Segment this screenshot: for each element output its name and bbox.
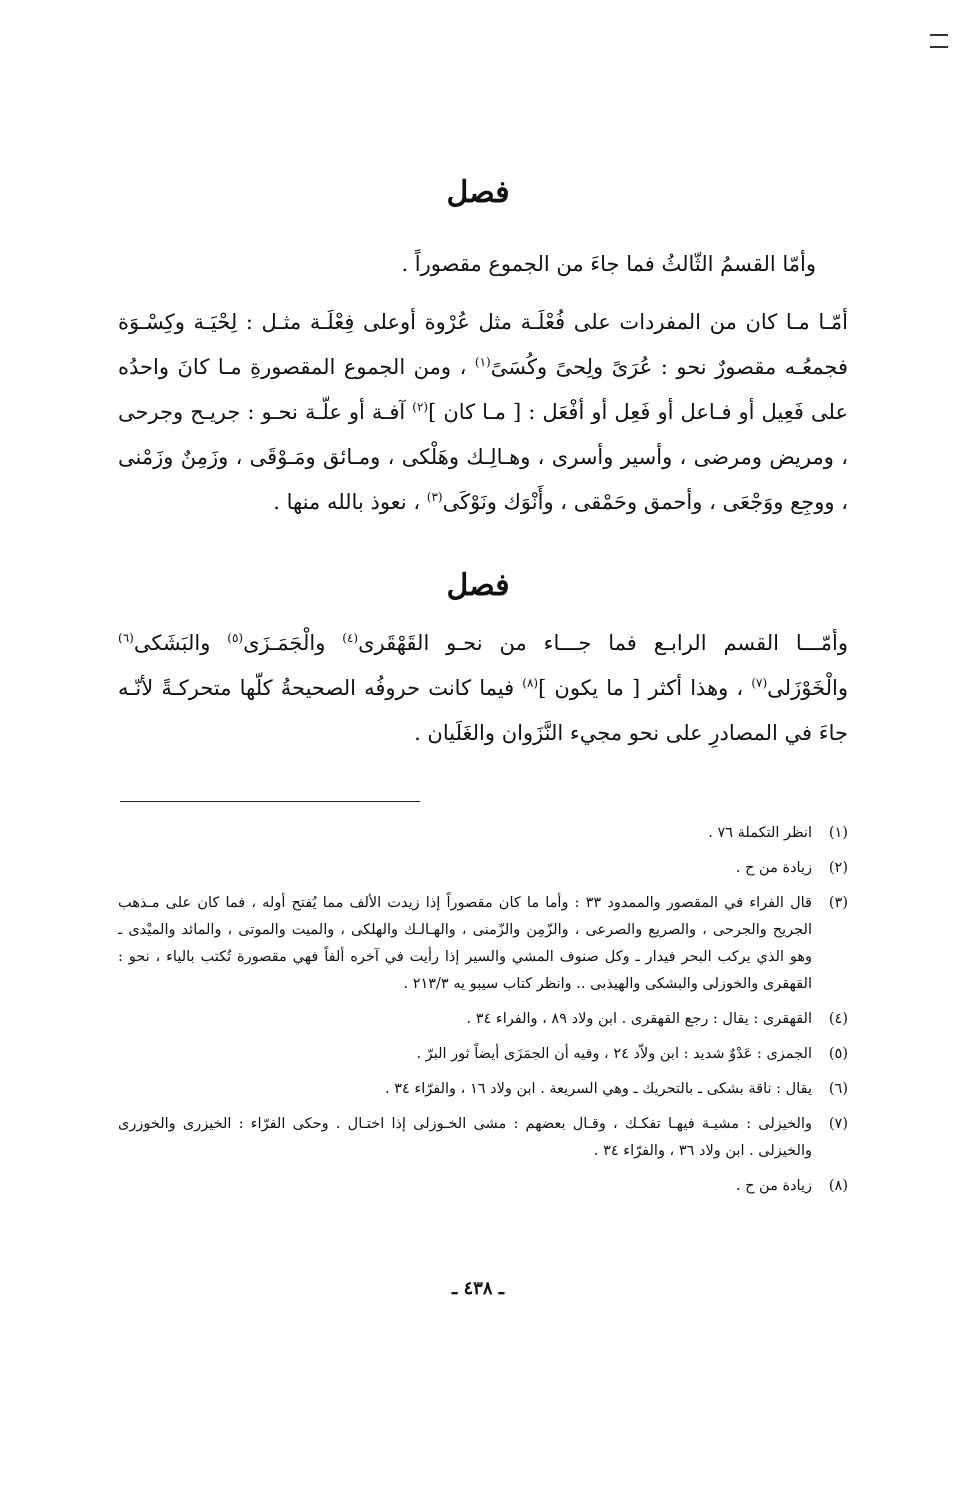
- intro-line: وأمّا القسمُ الثّالثُ فما جاءَ من الجموع مقصوراً .: [401, 252, 816, 276]
- paragraph-1-segment: ، ومن الجموع المقصورةِ مـا كانَ واحدُه على فَعِيل أو فـاعل أو فَعِل أو أفْعَل : [ مـا كان ]: [118, 355, 848, 424]
- paragraph-2-segment: والْخَوْزَلى: [767, 676, 848, 700]
- paragraph-2-segment: وأمّـــا القسم الرابـع فما جـــاء من نحـو القَهْقَرى: [358, 631, 848, 655]
- section-heading-1: فصل: [446, 175, 510, 210]
- footnote-text: زيادة من ح .: [735, 860, 812, 876]
- footnote-text: قال الفراء في المقصور والممدود ٣٣ : وأما ما كان مقصوراً إذا زيدت الألف مما يُفتح أوله ، فما كان على مـذهب الجريح والجرحى ، والصريع والصرعى ، والزّمِن والزّمنى ، والهـالـك والهلكى ، والميت والموتى ، والمائد والميْدى ـ وهو الذي يركب البحر فيدار ـ وكل صنوف المشي والسير إذا رأيت في آخره ألفاً فهي مقصورة تُكتب بالياء ، نحو : القهقرى والخوزلى والبشكى والهيذبى .. وانظر كتاب سيبو يه ٢١٣/٣ .: [118, 895, 812, 992]
- footnote-ref-4[interactable]: (٤): [342, 631, 359, 645]
- paragraph-2-segment: ، وهذا أكثر [ ما يكون ]: [538, 676, 752, 700]
- paragraph-2: [118, 621, 848, 756]
- footnote-number: (٥): [828, 1046, 848, 1062]
- footnote-ref-8[interactable]: (٨): [522, 676, 539, 690]
- footnote-divider: [120, 801, 420, 802]
- footnote-number: (٣): [828, 895, 848, 911]
- footnote-text: زيادة من ح .: [735, 1178, 812, 1194]
- footnote-ref-3[interactable]: (٣): [426, 490, 443, 504]
- footnote-item: [118, 855, 848, 882]
- footnote-text: القهقرى : يقال : رجع القهقرى . ابن ولاد ٨٩ ، والفراء ٣٤ .: [466, 1011, 812, 1027]
- footnote-number: (٦): [828, 1081, 848, 1097]
- paragraph-1-segment: آفـة أو علّـة نحـو : جريـح وجرحى ، ومريض ومرضى ، وأسير وأسرى ، وهـالِـك وهَلْكى ، ومـائق ومَـوْقَى ، وزَمِنٌ وزَمْنى ، ووجِع ووَجْعَى ، وأحمق وحَمْقى ، وأَنْوَك ونَوْكَى: [118, 400, 848, 514]
- section-heading-2: فصل: [446, 568, 510, 603]
- footnote-text: يقال : ناقة بشكى ـ بالتحريك ـ وهي السريعة . ابن ولاد ١٦ ، والفرّاء ٣٤ .: [385, 1081, 812, 1097]
- footnote-ref-7[interactable]: (٧): [751, 676, 768, 690]
- footnote-text: والخيزلى : مشيـة فيهـا تفكـك ، وقـال بعضهم : مشى الخـوزلى إذا اختـال . وحكى الفرّاء : الخيزرى والخوزرى والخيزلى . ابن ولاد ٣٦ ، والفرّاء ٣٤ .: [118, 1116, 812, 1159]
- footnote-item: [118, 1111, 848, 1165]
- paragraph-2-segment: والبَشَكى: [133, 631, 228, 655]
- paragraph-1-segment: ، نعوذ بالله منها .: [273, 490, 427, 514]
- footnote-text: انظر التكملة ٧٦ .: [708, 825, 812, 841]
- footnote-ref-2[interactable]: (٢): [412, 400, 429, 414]
- footnote-ref-5[interactable]: (٥): [227, 631, 244, 645]
- footnote-item: [118, 890, 848, 998]
- footnote-number: (٢): [828, 860, 848, 876]
- page-number: ـ ٤٣٨ ـ: [451, 1278, 505, 1299]
- footnote-item: [118, 1041, 848, 1068]
- footnote-number: (١): [828, 825, 848, 841]
- footnote-number: (٨): [828, 1178, 848, 1194]
- footnotes-list: [118, 820, 848, 1208]
- footnote-item: [118, 1173, 848, 1200]
- footnote-number: (٤): [828, 1011, 848, 1027]
- paragraph-1-segment: أمّـا مـا كان من المفردات على فُعْلَـة مثل عُرْوة أوعلى فِعْلَـة مثـل : لِحْيَـة وكِسْـوَة فجمعُـه مقصورٌ نحو : عُرَىً ولِحىً وكُسَىً: [118, 310, 848, 379]
- footnote-number: (٧): [828, 1116, 848, 1132]
- footnote-ref-1[interactable]: (١): [474, 355, 491, 369]
- paragraph-2-segment: والْجَمَـزَى: [243, 631, 343, 655]
- footnote-item: [118, 820, 848, 847]
- scan-corner-mark: [930, 34, 948, 64]
- paragraph-2-segment: فيما كانت حروفُه الصحيحةُ كلّها متحركـةً لأنّـه جاءَ في المصادرِ على نحو مجيء النَّزَوان والغَلَيان .: [118, 676, 848, 745]
- paragraph-1: [118, 300, 848, 525]
- footnote-item: [118, 1006, 848, 1033]
- footnote-text: الجمزى : عَدْوٌ شديد : ابن ولاّد ٢٤ ، وفيه أن الجمَزَى أيضاً ثور البرّ .: [416, 1046, 812, 1062]
- footnote-item: [118, 1076, 848, 1103]
- footnote-ref-6[interactable]: (٦): [118, 631, 134, 645]
